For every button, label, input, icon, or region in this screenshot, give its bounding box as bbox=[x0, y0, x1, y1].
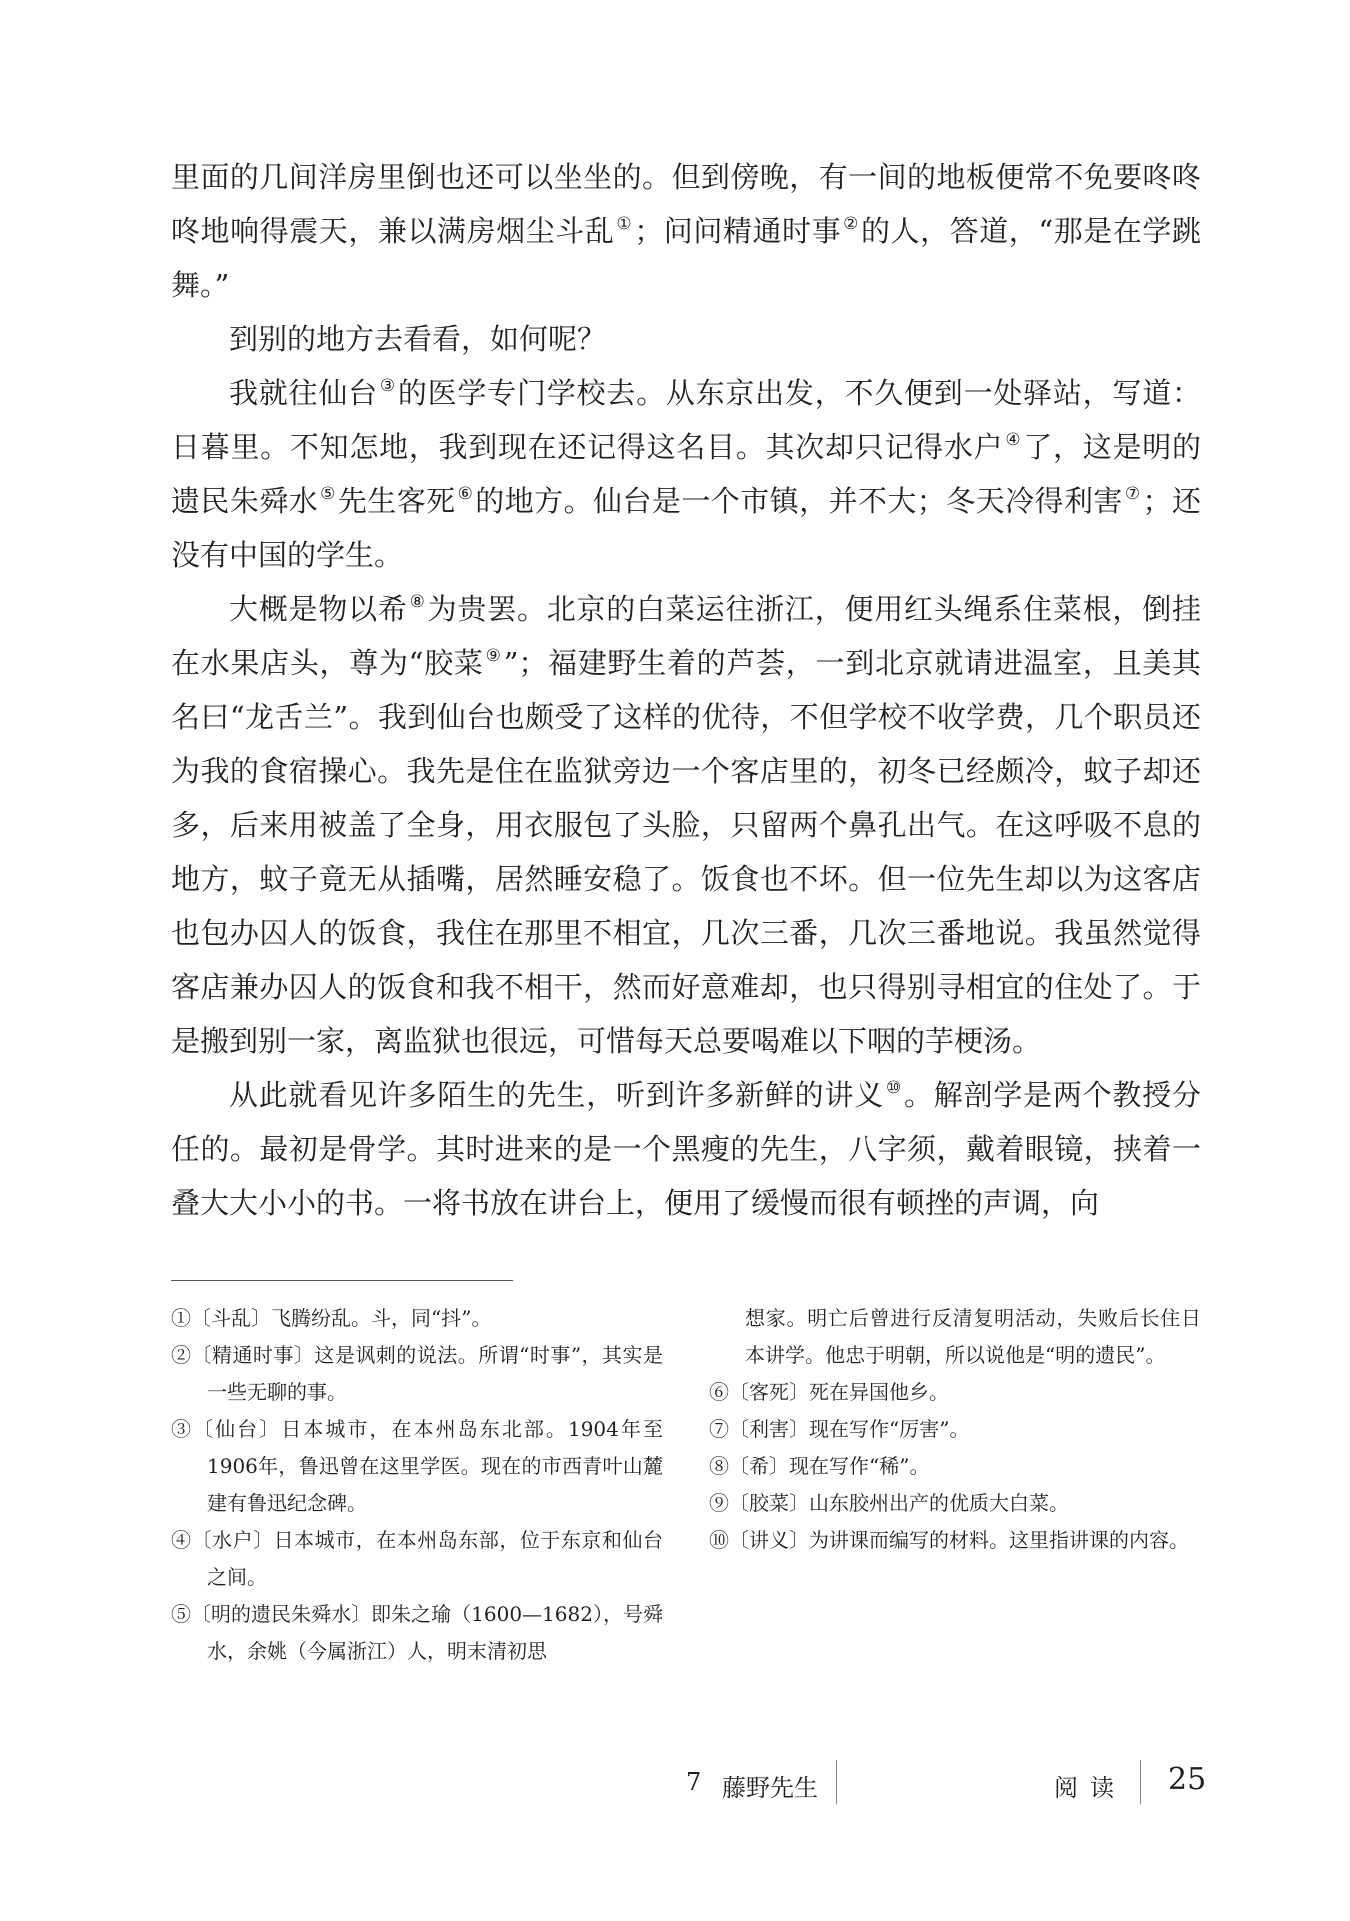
main-text bbox=[171, 150, 1201, 1230]
paragraph-text: 。解剖学是两个教授分任的。最初是骨学。其时进来的是一个黑瘦的先生，八字须，戴着眼镜，挟着一叠大大小小的书。一将书放在讲台上，便用了缓慢而很有顿挫的声调，向 bbox=[171, 1078, 1201, 1220]
footnote-divider bbox=[171, 1280, 513, 1281]
paragraph-text: 的医学专门学校去。从东京出发，不久便到一处驿站，写道：日暮里。不知怎地，我到现在还记得这名目。其次却只记得水户 bbox=[171, 376, 1201, 464]
paragraph-text: ；问问精通时事 bbox=[634, 214, 842, 248]
paragraph-text: 从此就看见许多陌生的先生，听到许多新鲜的讲义 bbox=[229, 1078, 884, 1112]
footnote: ⑥〔客死〕死在异国他乡。 bbox=[709, 1380, 949, 1404]
footnote: ⑦〔利害〕现在写作“厉害”。 bbox=[709, 1417, 970, 1441]
footnotes-left-column bbox=[171, 1300, 663, 1670]
footnote: ①〔斗乱〕飞腾纷乱。斗，同“抖”。 bbox=[171, 1306, 492, 1330]
paragraph bbox=[171, 582, 1201, 1068]
footnote-marker[interactable]: ⑧ bbox=[409, 592, 426, 612]
page-footer bbox=[0, 1760, 1350, 1804]
paragraph-text: ”；福建野生着的芦荟，一到北京就请进温室，且美其名曰“龙舌兰”。我到仙台也颇受了这样的优待，不但学校不收学费，几个职员还为我的食宿操心。我先是住在监狱旁边一个客店里的，初冬已经颇冷，蚊子却还多，后来用被盖了全身，用衣服包了头脸，只留两个鼻孔出气。在这呼吸不息的地方，蚊子竟无从插嘴，居然睡安稳了。饭食也不坏。但一位先生却以为这客店也包办囚人的饭食，我住在那里不相宜，几次三番，几次三番地说。我虽然觉得客店兼办囚人的饭食和我不相干，然而好意难却，也只得别寻相宜的住处了。于是搬到别一家，离监狱也很远，可惜每天总要喝难以下咽的芋梗汤。 bbox=[171, 646, 1201, 1058]
page-number: 25 bbox=[1168, 1762, 1207, 1797]
footnote-marker[interactable]: ② bbox=[843, 214, 859, 234]
paragraph-text: 到别的地方去看看，如何呢？ bbox=[229, 322, 607, 356]
paragraph-text: 的人，答道，“那是在学跳舞。” bbox=[171, 214, 1201, 302]
paragraph-text: 先生客死 bbox=[337, 484, 456, 518]
footnote: ⑩〔讲义〕为讲课而编写的材料。这里指讲课的内容。 bbox=[709, 1528, 1189, 1552]
paragraph bbox=[171, 150, 1201, 312]
footnote: ⑤〔明的遗民朱舜水〕即朱之瑜（1600—1682），号舜水，余姚（今属浙江）人，明末清初思 bbox=[171, 1602, 663, 1663]
paragraph bbox=[171, 1068, 1201, 1230]
paragraph-text: 大概是物以希 bbox=[229, 592, 408, 626]
paragraph-text: 为贵罢。北京的白菜运往浙江，便用红头绳系住菜根，倒挂在水果店头，尊为“胶菜 bbox=[171, 592, 1201, 680]
footnote-marker[interactable]: ⑦ bbox=[1124, 484, 1141, 504]
footnote: ⑧〔希〕现在写作“稀”。 bbox=[709, 1454, 930, 1478]
footnote: ③〔仙台〕日本城市，在本州岛东北部。1904年至1906年，鲁迅曾在这里学医。现在的市西青叶山麓建有鲁迅纪念碑。 bbox=[171, 1417, 663, 1515]
paragraph-text: 的地方。仙台是一个市镇，并不大；冬天冷得利害 bbox=[475, 484, 1123, 518]
footnote-marker[interactable]: ⑤ bbox=[320, 484, 336, 504]
chapter-title: 藤野先生 bbox=[722, 1774, 818, 1802]
paragraph bbox=[171, 312, 1201, 366]
paragraph bbox=[171, 366, 1201, 582]
paragraph-text: ；还没有中国的学生。 bbox=[171, 484, 1201, 572]
paragraph-text: 我就往仙台 bbox=[229, 376, 378, 410]
footnote-marker[interactable]: ⑨ bbox=[485, 646, 502, 666]
paragraph-text: 了，这是明的遗民朱舜水 bbox=[171, 430, 1201, 518]
footnote-marker[interactable]: ③ bbox=[379, 376, 396, 396]
footer-divider bbox=[1140, 1760, 1141, 1804]
footnote: ④〔水户〕日本城市，在本州岛东部，位于东京和仙台之间。 bbox=[171, 1528, 663, 1589]
chapter-number: 7 bbox=[686, 1768, 702, 1796]
paragraph-text: 里面的几间洋房里倒也还可以坐坐的。但到傍晚，有一间的地板便常不免要咚咚咚地响得震天，兼以满房烟尘斗乱 bbox=[171, 160, 1201, 248]
footnote: ⑨〔胶菜〕山东胶州出产的优质大白菜。 bbox=[709, 1491, 1069, 1515]
footnote-marker[interactable]: ① bbox=[616, 214, 633, 234]
footnotes-right-column bbox=[709, 1300, 1201, 1559]
footer-divider bbox=[836, 1760, 837, 1804]
footnote: ②〔精通时事〕这是讽刺的说法。所谓“时事”，其实是一些无聊的事。 bbox=[171, 1343, 663, 1404]
footnote-continuation: 想家。明亡后曾进行反清复明活动，失败后长住日本讲学。他忠于明朝，所以说他是“明的遗民”。 bbox=[745, 1306, 1201, 1367]
footnote-marker[interactable]: ⑥ bbox=[457, 484, 474, 504]
footnote-marker[interactable]: ④ bbox=[1005, 430, 1022, 450]
section-label: 阅读 bbox=[1054, 1774, 1126, 1802]
footnote-marker[interactable]: ⑩ bbox=[886, 1078, 903, 1098]
